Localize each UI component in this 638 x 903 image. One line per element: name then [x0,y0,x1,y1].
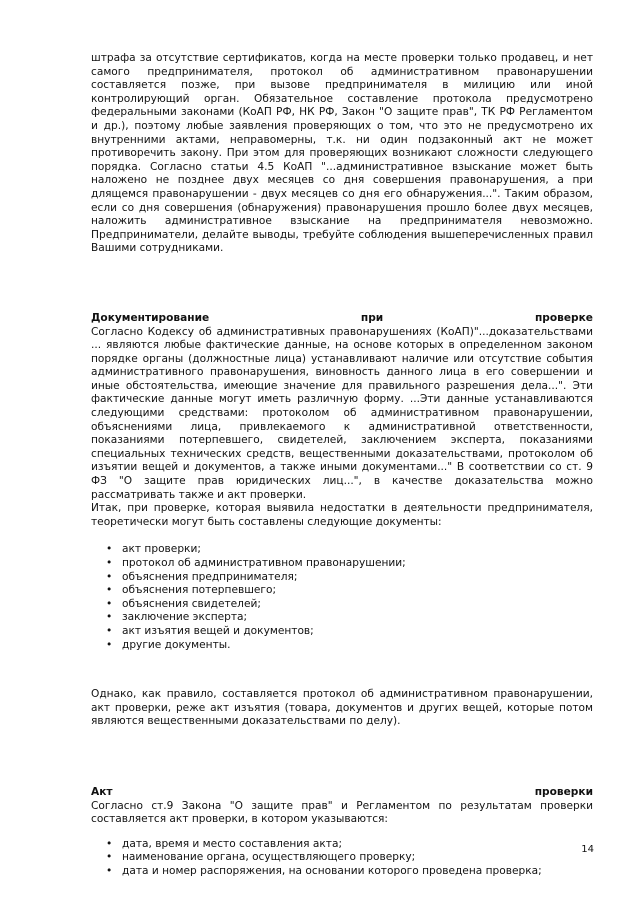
act-contents-list [91,838,593,879]
section-title-documentation [91,312,593,326]
page-number: 14 [581,844,594,855]
title-word: при [360,311,384,324]
list-item: • объяснения свидетелей; [91,598,593,612]
list-item: • объяснения предпринимателя; [91,571,593,585]
list-item: • объяснения потерпевшего; [91,584,593,598]
title-word: Акт [91,785,113,798]
paragraph: Итак, при проверке, которая выявила недостатки в деятельности предпринимателя, теоретически могут быть составлены следующие документы: [91,502,593,528]
list-item: • дата, время и место составления акта; [91,838,593,852]
title-word: проверки [534,785,593,798]
list-item: • дата и номер распоряжения, на основании которого проведена проверка; [91,865,593,879]
list-item: • протокол об административном правонарушении; [91,557,593,571]
section-title-inspection-act [91,786,593,800]
list-item: • наименование органа, осуществляющего проверку; [91,851,593,865]
title-word: Документирование [91,311,210,324]
document-page [91,52,593,879]
title-word: проверке [534,311,593,324]
paragraph: Однако, как правило, составляется протокол об административном правонарушении, акт проверки, реже акт изъятия (товара, документов и других вещей, которые потом являются вещественными доказательствами по делу). [91,688,593,728]
paragraph: Согласно Кодексу об административных правонарушениях (КоАП)"...доказательствами ... являются любые фактические данные, на основе которых в определенном законом порядке органы (должностные лица) устанавливают наличие или отсутствие события административного правонарушения, виновность данного лица в его совершении и иные обстоятельства, имеющие значение для правильного разрешения дела...". Эти фактические данные могут иметь различную форму. ...Эти данные устанавливаются следующими средствами: протоколом об административном правонарушении, объяснениями лица, привлекаемого к административной ответственности, показаниями потерпевшего, свидетелей, заключением эксперта, показаниями специальных технических средств, вещественными доказательствами, протоколом об изъятии вещей и документов, а также иными документами..." В соответствии со ст. 9 ФЗ "О защите прав юридических лиц...", в качестве доказательства можно рассматривать также и акт проверки. [91,325,593,501]
paragraph: штрафа за отсутствие сертификатов, когда на месте проверки только продавец, и нет самого предпринимателя, протокол об административном правонарушении составляется позже, при вызове предпринимателя в милицию или иной контролирующий орган. Обязательное составление протокола предусмотрено федеральными законами (КоАП РФ, НК РФ, Закон "О защите прав", ТК РФ Регламентом и др.), поэтому любые заявления проверяющих о том, что это не предусмотрено их внутренними актами, неправомерны, т.к. ни один подзаконный акт не может противоречить закону. При этом для проверяющих возникают сложности следующего порядка. Согласно статьи 4.5 КоАП "...административное взыскание может быть наложено не позднее двух месяцев со дня совершения правонарушения, а при длящемся правонарушении - двух месяцев со дня его обнаружения...". Таким образом, если со дня совершения (обнаружения) правонарушения прошло более двух месяцев, наложить административное взыскание на предпринимателя невозможно. [91,52,593,228]
documents-list [91,543,593,652]
list-item: • акт проверки; [91,543,593,557]
paragraph: Предприниматели, делайте выводы, требуйте соблюдения вышеперечисленных правил Вашими сотрудниками. [91,228,593,255]
list-item: • акт изъятия вещей и документов; [91,625,593,639]
paragraph: Согласно ст.9 Закона "О защите прав" и Регламентом по результатам проверки составляется акт проверки, в котором указываются: [91,799,593,826]
list-item: • другие документы. [91,639,593,653]
list-item: • заключение эксперта; [91,611,593,625]
